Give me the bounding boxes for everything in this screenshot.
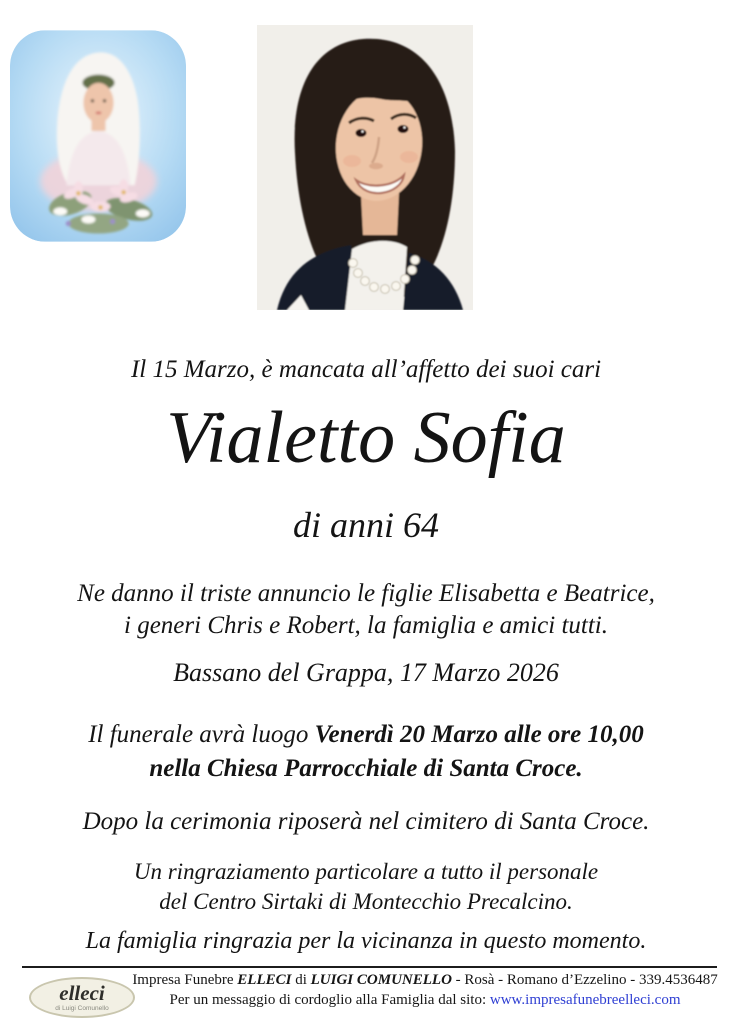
madonna-illustration bbox=[10, 30, 186, 242]
thanks-line-1: Un ringraziamento particolare a tutto il personale bbox=[133, 859, 599, 884]
funeral-prefix: Il funerale avrà luogo bbox=[88, 721, 315, 748]
footer-divider bbox=[22, 966, 717, 968]
footer-address-phone: - Rosà - Romano d’Ezzelino - 339.4536487 bbox=[451, 972, 718, 988]
footer-di: di bbox=[291, 972, 311, 988]
thanks-note bbox=[0, 857, 732, 917]
footer-info bbox=[130, 971, 720, 1011]
footer-company-prefix: Impresa Funebre bbox=[132, 972, 238, 988]
funeral-home-logo bbox=[29, 977, 135, 1018]
closing-line: La famiglia ringrazia per la vicinanza in questo momento. bbox=[85, 928, 647, 954]
logo-brand: elleci bbox=[59, 980, 105, 1005]
family-line-1: Ne danno il triste annuncio le figlie Elisabetta e Beatrice, bbox=[77, 580, 655, 607]
funeral-datetime: Venerdì 20 Marzo alle ore 10,00 bbox=[314, 721, 644, 748]
logo-subtitle: di Luigi Comunello bbox=[55, 1004, 109, 1012]
cemetery-line: Dopo la cerimonia riposerà nel cimitero di Santa Croce. bbox=[82, 808, 650, 835]
deceased-name: Vialetto Sofia bbox=[166, 397, 566, 479]
thanks-line-2: del Centro Sirtaki di Montecchio Precalcino. bbox=[159, 888, 573, 914]
intro-line: Il 15 Marzo, è mancata all’affetto dei suoi cari bbox=[130, 356, 602, 383]
funeral-line-1 bbox=[0, 718, 732, 752]
footer-owner-name: LUIGI COMUNELLO bbox=[310, 972, 452, 988]
family-line-2: i generi Chris e Robert, la famiglia e amici tutti. bbox=[124, 612, 608, 639]
footer-line-1 bbox=[130, 971, 720, 991]
funeral-location: nella Chiesa Parrocchiale di Santa Croce. bbox=[149, 755, 583, 782]
place-date-line: Bassano del Grappa, 17 Marzo 2026 bbox=[173, 658, 559, 687]
footer-brand-name: ELLECI bbox=[237, 972, 292, 988]
website-link[interactable]: www.impresafunebreelleci.com bbox=[489, 991, 681, 1008]
footer-condolence-text: Per un messaggio di cordoglio alla Famiglia dal sito: bbox=[169, 991, 490, 1008]
footer-line-2 bbox=[130, 991, 720, 1011]
age-line: di anni 64 bbox=[292, 505, 439, 545]
portrait-photo bbox=[257, 25, 473, 310]
holy-card-image bbox=[10, 30, 186, 242]
family-announcement bbox=[0, 578, 732, 642]
funeral-details bbox=[0, 718, 732, 786]
deceased-portrait-illustration bbox=[257, 25, 473, 310]
